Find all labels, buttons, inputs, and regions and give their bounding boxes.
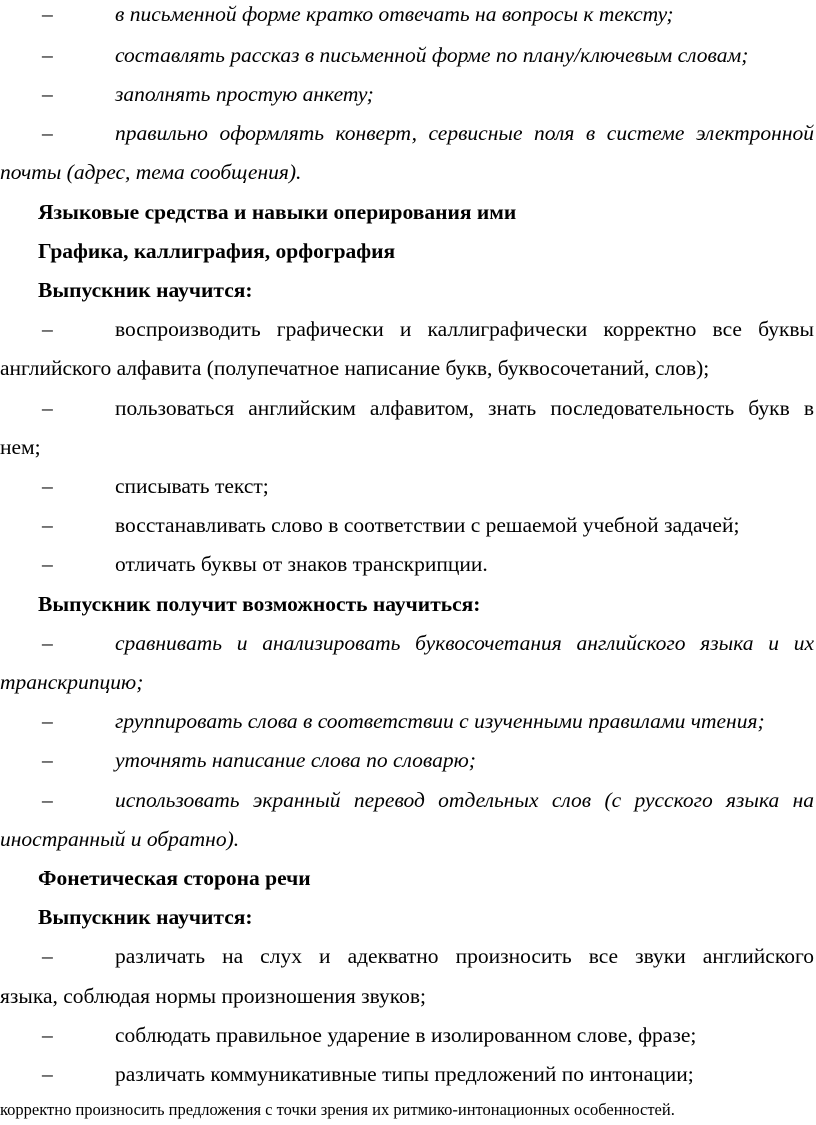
list-item-text: заполнять простую анкету; (115, 82, 374, 106)
list-item-text: списывать текст; (115, 474, 269, 498)
list-dash: – (42, 709, 53, 733)
heading-text: Языковые средства и навыки оперирования ими (38, 200, 517, 224)
trailing-line-text: корректно произносить предложения с точки зрения их ритмико-интонационных особенностей. (0, 1100, 675, 1119)
list-item-text: использовать экранный перевод отдельных слов (с русского языка на (115, 788, 814, 812)
list-dash: – (42, 513, 53, 537)
list-dash: – (42, 317, 53, 341)
list-dash: – (42, 396, 53, 420)
list-item-text: сравнивать и анализировать буквосочетания английского языка и их (115, 631, 814, 655)
list-item-text: отличать буквы от знаков транскрипции. (115, 552, 488, 576)
list-item-text: пользоваться английским алфавитом, знать последовательность букв в (115, 396, 814, 420)
list-dash: – (42, 748, 53, 772)
list-item-text: восстанавливать слово в соответствии с решаемой учебной задачей; (115, 513, 740, 537)
list-dash: – (42, 552, 53, 576)
heading-text: Графика, каллиграфия, орфография (38, 239, 396, 263)
heading-text: Выпускник получит возможность научиться: (38, 592, 481, 616)
list-item-text-continued: почты (адрес, тема сообщения). (0, 160, 302, 184)
list-item-text-continued: языка, соблюдая нормы произношения звуков; (0, 984, 427, 1008)
list-item-text: соблюдать правильное ударение в изолированном слове, фразе; (115, 1023, 697, 1047)
heading-text: Фонетическая сторона речи (38, 866, 311, 890)
list-dash: – (42, 788, 53, 812)
list-dash: – (42, 1062, 53, 1086)
list-item-text: составлять рассказ в письменной форме по плану/ключевым словам; (115, 43, 749, 67)
list-item-text: различать на слух и адекватно произносить все звуки английского (115, 944, 814, 968)
list-item-text: правильно оформлять конверт, сервисные поля в системе электронной (115, 121, 814, 145)
list-item-text: различать коммуникативные типы предложений по интонации; (115, 1062, 694, 1086)
list-dash: – (42, 631, 53, 655)
list-dash: – (42, 1023, 53, 1047)
list-item-text-continued: нем; (0, 435, 41, 459)
heading-text: Выпускник научится: (38, 278, 253, 302)
list-item-text-continued: иностранный и обратно). (0, 827, 240, 851)
heading-text: Выпускник научится: (38, 905, 253, 929)
list-item-text: воспроизводить графически и каллиграфически корректно все буквы (115, 317, 814, 341)
list-dash: – (42, 944, 53, 968)
list-dash: – (42, 474, 53, 498)
list-item-text-continued: английского алфавита (полупечатное написание букв, буквосочетаний, слов); (0, 356, 710, 380)
list-item-text: в письменной форме кратко отвечать на вопросы к тексту; (115, 2, 674, 26)
list-item-text: группировать слова в соответствии с изученными правилами чтения; (115, 709, 765, 733)
list-item-text: уточнять написание слова по словарю; (115, 748, 476, 772)
list-dash: – (42, 43, 53, 67)
list-dash: – (42, 121, 53, 145)
list-item-text-continued: транскрипцию; (0, 670, 144, 694)
list-dash: – (42, 82, 53, 106)
list-dash: – (42, 2, 53, 26)
